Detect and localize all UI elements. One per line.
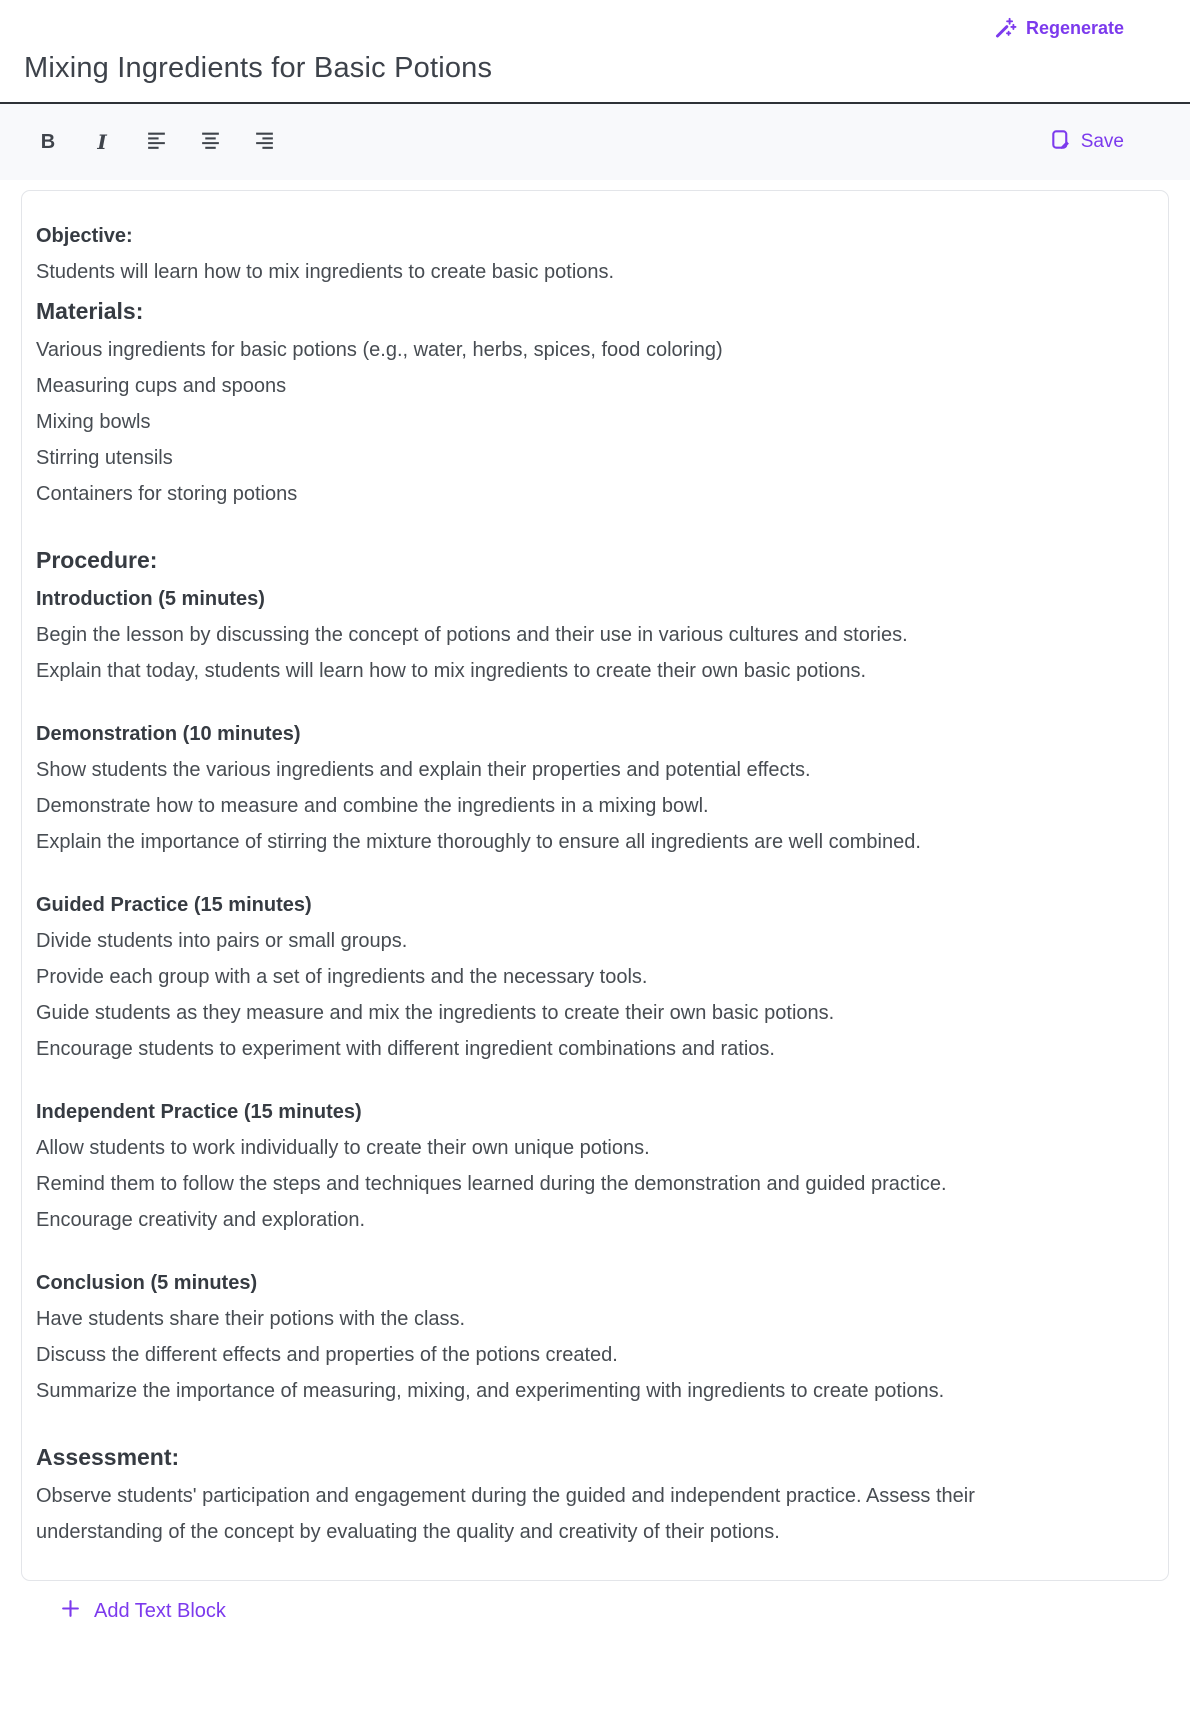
document-heading: Conclusion (5 minutes) bbox=[36, 1272, 258, 1294]
document-line: Summarize the importance of measuring, mixing, and experimenting with ingredients to create potions. bbox=[36, 1380, 945, 1402]
document-line: Encourage students to experiment with different ingredient combinations and ratios. bbox=[36, 1038, 775, 1060]
italic-icon: I bbox=[97, 130, 107, 154]
add-text-block-label: Add Text Block bbox=[94, 1600, 226, 1622]
document-line: Provide each group with a set of ingredients and the necessary tools. bbox=[36, 966, 648, 988]
align-left-button[interactable] bbox=[138, 124, 174, 160]
regenerate-button[interactable] bbox=[993, 16, 1124, 40]
document-line: Students will learn how to mix ingredients to create basic potions. bbox=[36, 261, 615, 283]
save-icon bbox=[1049, 128, 1072, 157]
document-body bbox=[36, 218, 1068, 1550]
document-line: Discuss the different effects and properties of the potions created. bbox=[36, 1344, 618, 1366]
document-line: Encourage creativity and exploration. bbox=[36, 1209, 366, 1231]
document-line: Have students share their potions with the class. bbox=[36, 1308, 466, 1330]
document-heading: Materials: bbox=[36, 298, 144, 324]
document-line: Mixing bowls bbox=[36, 411, 151, 433]
document-heading: Objective: bbox=[36, 225, 133, 247]
lesson-content-editor[interactable] bbox=[21, 190, 1169, 1581]
document-line: Observe students' participation and engagement during the guided and independent practice. Assess their understanding of the concept by evaluating the quality and creativity of their potions. bbox=[36, 1485, 975, 1543]
bold-button[interactable] bbox=[30, 124, 66, 160]
footer bbox=[0, 1581, 1190, 1625]
document-line: Remind them to follow the steps and techniques learned during the demonstration and guided practice. bbox=[36, 1173, 947, 1195]
add-text-block-button[interactable] bbox=[60, 1598, 226, 1625]
document-heading: Guided Practice (15 minutes) bbox=[36, 894, 312, 916]
align-right-icon bbox=[253, 129, 276, 155]
document-line: Stirring utensils bbox=[36, 447, 173, 469]
document-line: Explain that today, students will learn how to mix ingredients to create their own basic potions. bbox=[36, 660, 867, 682]
document-line: Containers for storing potions bbox=[36, 483, 298, 505]
document-line: Begin the lesson by discussing the concept of potions and their use in various cultures and stories. bbox=[36, 624, 908, 646]
document-line: Measuring cups and spoons bbox=[36, 375, 287, 397]
document-line: Allow students to work individually to create their own unique potions. bbox=[36, 1137, 650, 1159]
document-heading: Introduction (5 minutes) bbox=[36, 588, 265, 610]
regenerate-label: Regenerate bbox=[1025, 17, 1124, 38]
magic-wand-icon bbox=[993, 16, 1017, 40]
align-center-icon bbox=[199, 129, 222, 155]
top-bar bbox=[0, 0, 1190, 42]
lesson-title[interactable]: Mixing Ingredients for Basic Potions bbox=[24, 52, 493, 84]
document-heading: Demonstration (10 minutes) bbox=[36, 723, 301, 745]
align-right-button[interactable] bbox=[246, 124, 282, 160]
document-heading: Assessment: bbox=[36, 1444, 180, 1470]
formatting-toolbar bbox=[0, 104, 1190, 180]
document-line: Explain the importance of stirring the mixture thoroughly to ensure all ingredients are well combined. bbox=[36, 831, 921, 853]
save-button[interactable] bbox=[1049, 128, 1124, 157]
document-line: Show students the various ingredients and explain their properties and potential effects. bbox=[36, 759, 811, 781]
align-left-icon bbox=[145, 129, 168, 155]
document-heading: Procedure: bbox=[36, 547, 158, 573]
document-line: Divide students into pairs or small groups. bbox=[36, 930, 408, 952]
document-heading: Independent Practice (15 minutes) bbox=[36, 1101, 362, 1123]
align-center-button[interactable] bbox=[192, 124, 228, 160]
document-line: Guide students as they measure and mix the ingredients to create their own basic potions. bbox=[36, 1002, 835, 1024]
title-section bbox=[0, 42, 1190, 104]
save-label: Save bbox=[1080, 131, 1124, 152]
italic-button[interactable] bbox=[84, 124, 120, 160]
bold-icon: B bbox=[40, 130, 56, 153]
document-line: Demonstrate how to measure and combine the ingredients in a mixing bowl. bbox=[36, 795, 709, 817]
plus-icon bbox=[60, 1598, 81, 1625]
document-line: Various ingredients for basic potions (e.g., water, herbs, spices, food coloring) bbox=[36, 339, 723, 361]
